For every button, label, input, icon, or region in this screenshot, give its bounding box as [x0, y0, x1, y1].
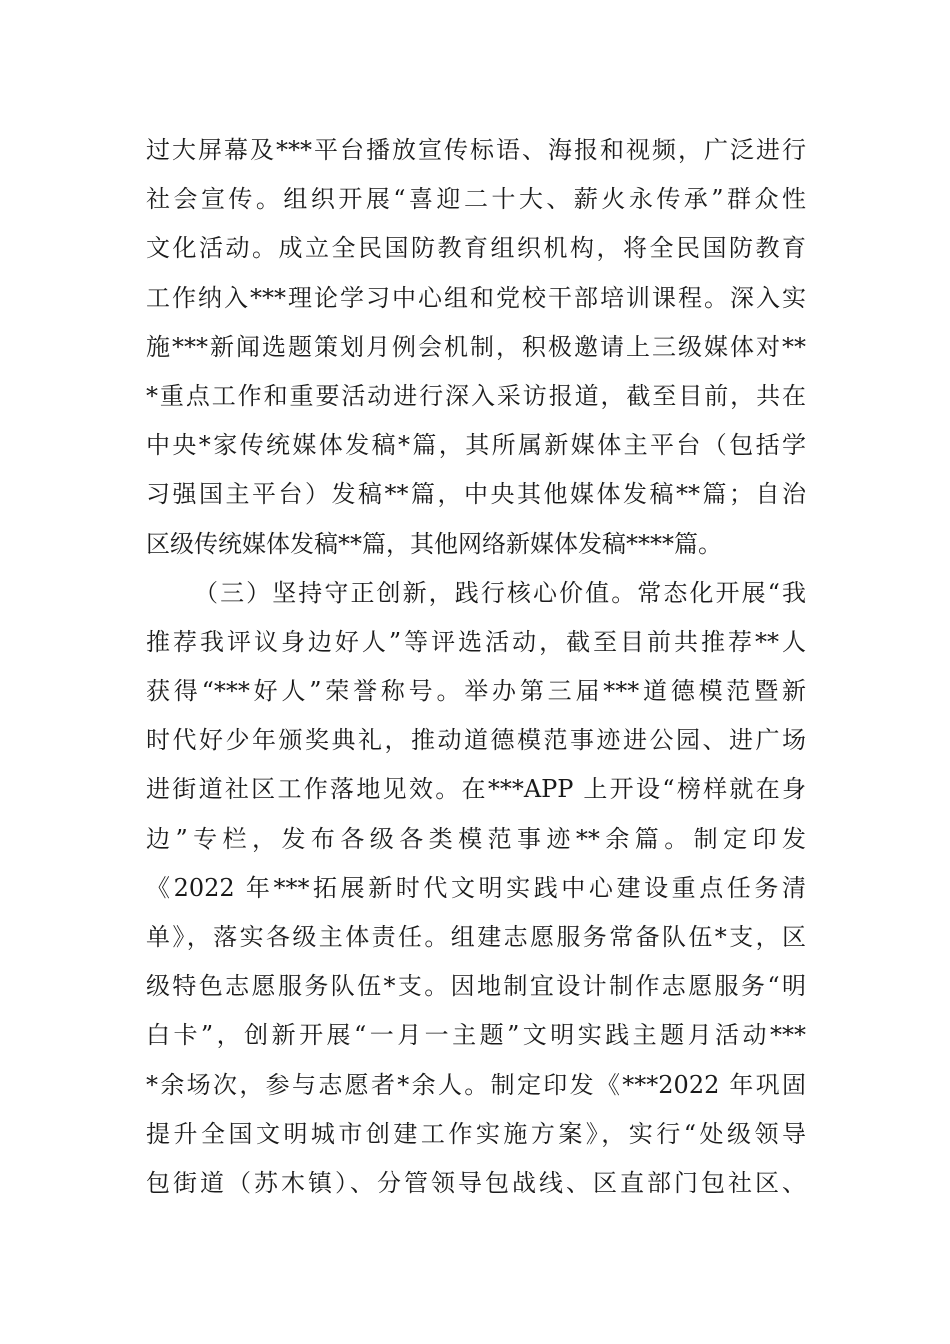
text-line: 中央*家传统媒体发稿*篇，其所属新媒体主平台（包括学 [146, 431, 806, 460]
text-line: 提升全国文明城市创建工作实施方案》，实行“处级领导 [146, 1119, 806, 1148]
text-line: 社会宣传。组织开展“喜迎二十大、薪火永传承”群众性 [146, 185, 806, 214]
text-line: 单》，落实各级主体责任。组建志愿服务常备队伍*支，区 [146, 923, 806, 951]
text-line: 工作纳入***理论学习中心组和党校干部培训课程。深入实 [146, 283, 806, 312]
text-line: 推荐我评议身边好人”等评选活动，截至目前共推荐**人 [146, 627, 806, 656]
section-heading-line: （三）坚持守正创新，践行核心价值。常态化开展“我 [194, 578, 806, 607]
text-line: 获得“***好人”荣誉称号。举办第三届***道德模范暨新 [146, 677, 806, 706]
text-line: 习强国主平台）发稿**篇，中央其他媒体发稿**篇；自治 [146, 480, 806, 509]
body-text [146, 126, 806, 1208]
text-line: 过大屏幕及***平台播放宣传标语、海报和视频，广泛进行 [146, 136, 806, 164]
text-line: 白卡”，创新开展“一月一主题”文明实践主题月活动*** [146, 1021, 806, 1050]
text-line: 《2022 年***拓展新时代文明实践中心建设重点任务清 [146, 873, 806, 902]
text-line: 施***新闻选题策划月例会机制，积极邀请上三级媒体对** [146, 332, 806, 361]
text-line: 文化活动。成立全民国防教育组织机构，将全民国防教育 [146, 234, 806, 263]
text-line: 级特色志愿服务队伍*支。因地制宜设计制作志愿服务“明 [146, 972, 806, 1001]
text-line: 边”专栏，发布各级各类模范事迹**余篇。制定印发 [146, 824, 806, 853]
text-line: 区级传统媒体发稿**篇，其他网络新媒体发稿****篇。 [146, 529, 722, 558]
text-line: 进街道社区工作落地见效。在***APP 上开设“榜样就在身 [146, 775, 806, 804]
text-line: *余场次，参与志愿者*余人。制定印发《***2022 年巩固 [146, 1070, 806, 1099]
text-line: *重点工作和重要活动进行深入采访报道，截至目前，共在 [146, 381, 806, 410]
text-line: 时代好少年颁奖典礼，推动道德模范事迹进公园、进广场 [146, 726, 806, 755]
text-line: 包街道（苏木镇）、分管领导包战线、区直部门包社区、 [146, 1168, 806, 1197]
